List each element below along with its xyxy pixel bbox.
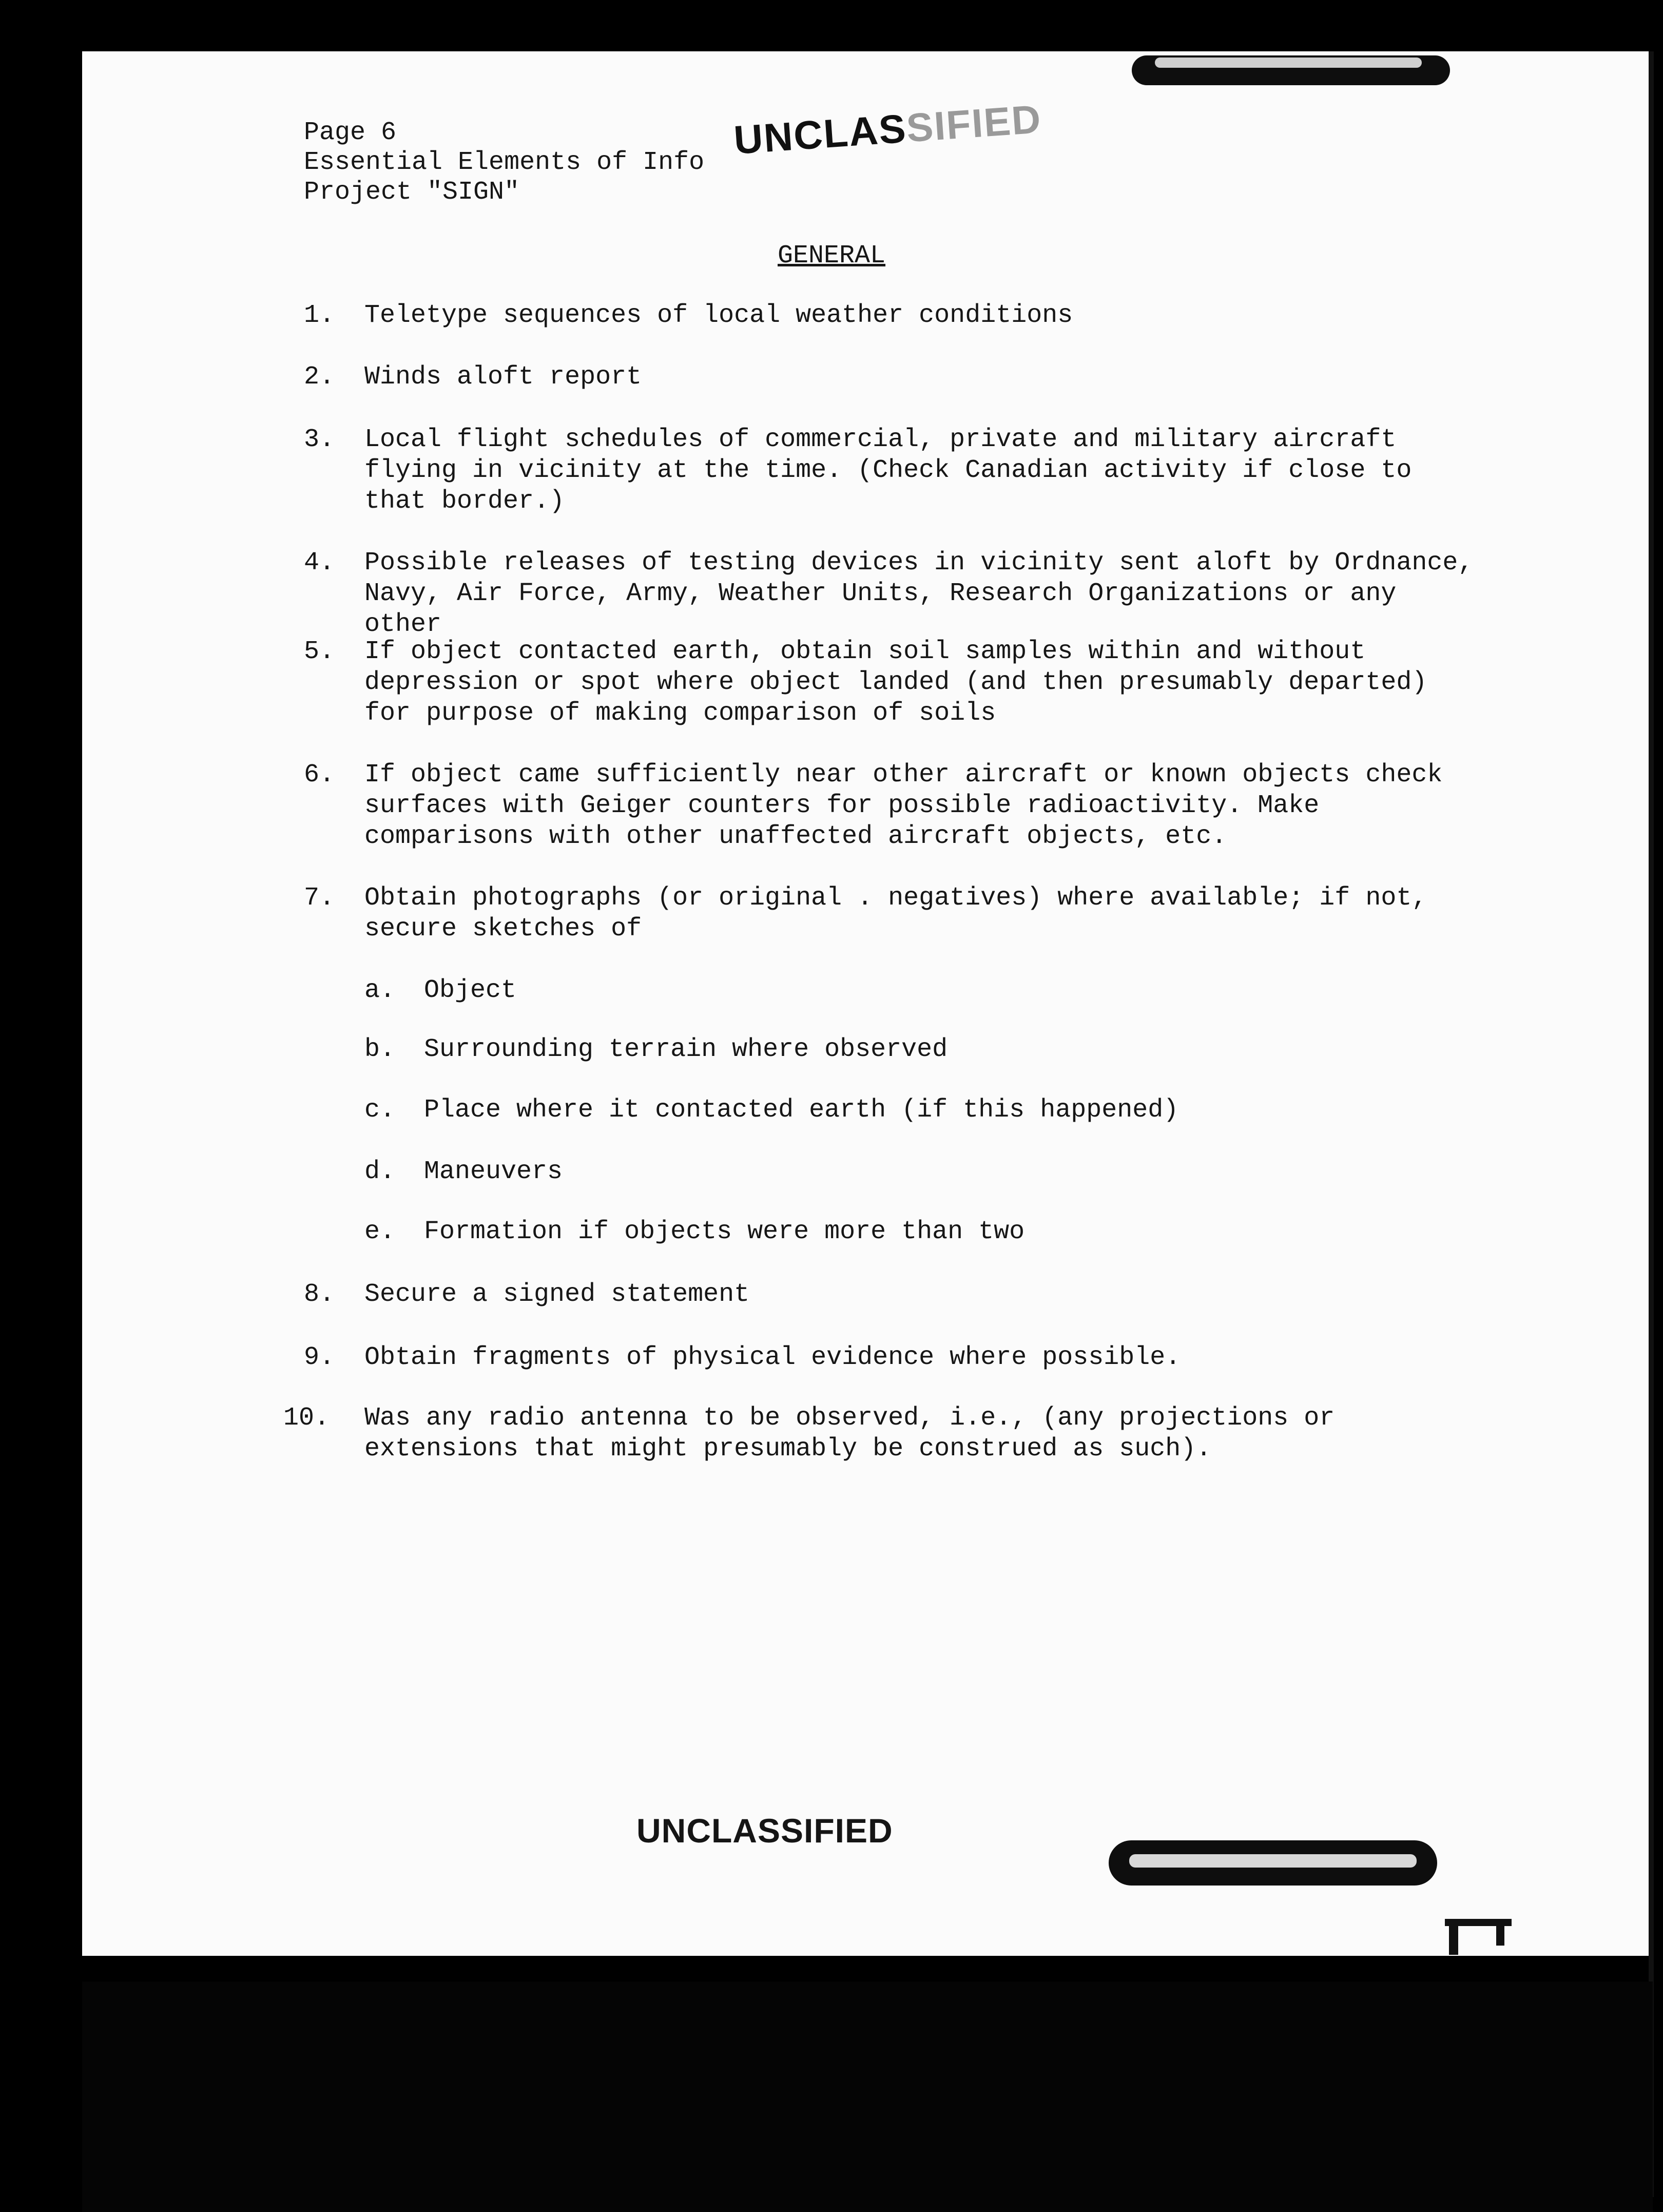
item-number: 10.	[283, 1403, 330, 1433]
item-text: If object came sufficiently near other aircraft or known objects check surfaces with Geiger counters for possible radioactivity. Make comparisons with other unaffected aircraft objects, etc.	[364, 760, 1443, 851]
project-name: Project "SIGN"	[304, 178, 520, 207]
sub-list-item	[364, 1157, 563, 1187]
item-text: Obtain fragments of physical evidence where possible.	[364, 1343, 1181, 1372]
sub-item-letter: b.	[364, 1035, 396, 1064]
item-number: 4.	[304, 548, 335, 578]
stamp-top-strong: UNCLAS	[732, 105, 908, 163]
sub-item-text: Place where it contacted earth (if this happened)	[424, 1095, 1179, 1125]
redaction-mark-top-inner	[1155, 57, 1422, 68]
item-text: Was any radio antenna to be observed, i.e., (any projections or extensions that might presumably be construed as such).	[364, 1403, 1335, 1464]
document-page	[82, 51, 1653, 1956]
sub-list-item	[364, 975, 516, 1006]
sub-item-text: Formation if objects were more than two	[424, 1217, 1025, 1246]
sub-list-item	[364, 1217, 1024, 1247]
item-text: If object contacted earth, obtain soil samples within and without depression or spot where object landed (and then presumably departed) for purpose of making comparison of soils	[364, 637, 1427, 728]
redaction-mark-bottom-inner	[1129, 1854, 1417, 1868]
registration-mark-icon	[1445, 1919, 1512, 1955]
item-text: Obtain photographs (or original . negatives) where available; if not, secure sketches of	[364, 883, 1427, 944]
sub-item-letter: e.	[364, 1217, 396, 1246]
scan-background	[82, 1982, 1653, 2212]
document-subject: Essential Elements of Info	[304, 148, 705, 177]
sub-item-letter: d.	[364, 1157, 396, 1186]
sub-item-letter: c.	[364, 1095, 396, 1125]
section-title: GENERAL	[778, 241, 886, 271]
item-text: Secure a signed statement	[364, 1280, 750, 1309]
document-header	[304, 118, 704, 207]
item-number: 8.	[304, 1280, 335, 1309]
item-text: Possible releases of testing devices in vicinity sent aloft by Ordnance, Navy, Air Force, Army, Weather Units, Research Organizations or any other	[364, 548, 1474, 639]
scan-border	[1649, 51, 1654, 2197]
item-number: 3.	[304, 425, 335, 454]
classification-stamp-bottom: UNCLASSIFIED	[636, 1812, 893, 1850]
stamp-top-faded: SIFIED	[905, 96, 1043, 151]
sub-item-text: Object	[424, 976, 517, 1005]
item-number: 2.	[304, 362, 335, 392]
page-number: Page 6	[304, 118, 397, 147]
item-number: 6.	[304, 760, 335, 790]
sub-item-text: Surrounding terrain where observed	[424, 1035, 948, 1064]
item-text: Local flight schedules of commercial, private and military aircraft flying in vicinity at the time. (Check Canadian activity if close to that border.)	[364, 425, 1412, 516]
sub-item-letter: a.	[364, 976, 396, 1005]
sub-list-item	[364, 1034, 947, 1065]
item-text: Teletype sequences of local weather conditions	[364, 301, 1073, 330]
item-text: Winds aloft report	[364, 362, 642, 392]
item-number: 7.	[304, 883, 335, 913]
item-number: 1.	[304, 301, 335, 330]
item-number: 9.	[304, 1343, 335, 1372]
item-number: 5.	[304, 637, 335, 666]
sub-item-text: Maneuvers	[424, 1157, 563, 1186]
sub-list-item	[364, 1095, 1178, 1126]
